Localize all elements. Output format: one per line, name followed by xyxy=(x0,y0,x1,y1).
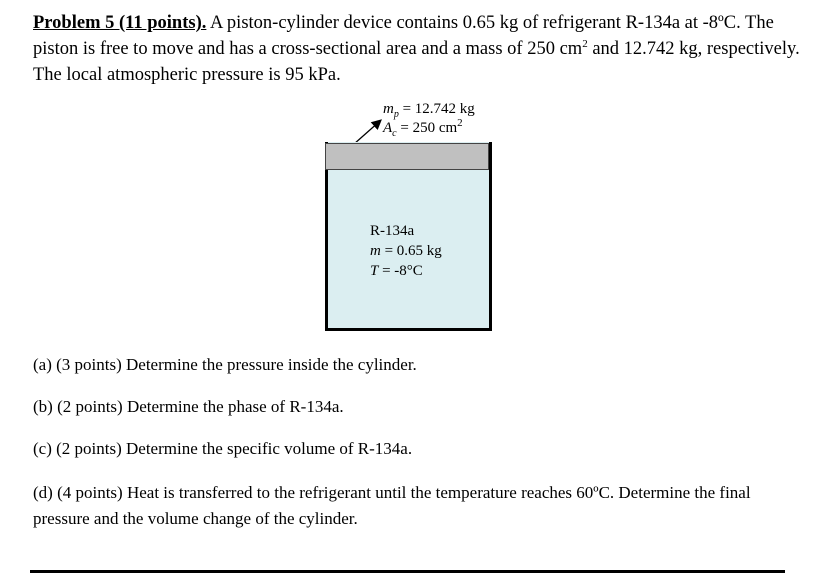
problem-heading: Problem 5 (11 points). xyxy=(33,13,207,33)
piston xyxy=(325,143,489,170)
fluid-name: R-134a xyxy=(370,223,415,239)
question-d: (d) (4 points) Heat is transferred to the refrigerant until the temperature reaches 60ºC. Determine the final pressure and the volume change of the cylinder. xyxy=(33,483,751,528)
statement-part-2: and 12.742 kg, respectively. The local atmospheric pressure is 95 kPa. xyxy=(33,39,800,85)
question-b: (b) (2 points) Determine the phase of R-134a. xyxy=(33,397,344,416)
fluid-temp-label: T = -8°C xyxy=(370,263,423,279)
area-unit-exponent: 2 xyxy=(582,37,588,50)
question-c: (c) (2 points) Determine the specific volume of R-134a. xyxy=(33,439,413,458)
fluid-mass-label: m = 0.65 kg xyxy=(370,243,442,259)
piston-area-label: $A_c = 250$ $cm^2$ xyxy=(383,117,463,139)
statement-part-1: A piston-cylinder device contains 0.65 kg of refrigerant R-134a at -8ºC. The piston is free to move and has a cross-sectional area and a mass of 250 cm xyxy=(33,13,774,59)
bottom-rule xyxy=(30,570,785,573)
piston-mass-label: $m_p = 12.742$ kg xyxy=(383,101,475,120)
question-a: (a) (3 points) Determine the pressure inside the cylinder. xyxy=(33,355,417,374)
